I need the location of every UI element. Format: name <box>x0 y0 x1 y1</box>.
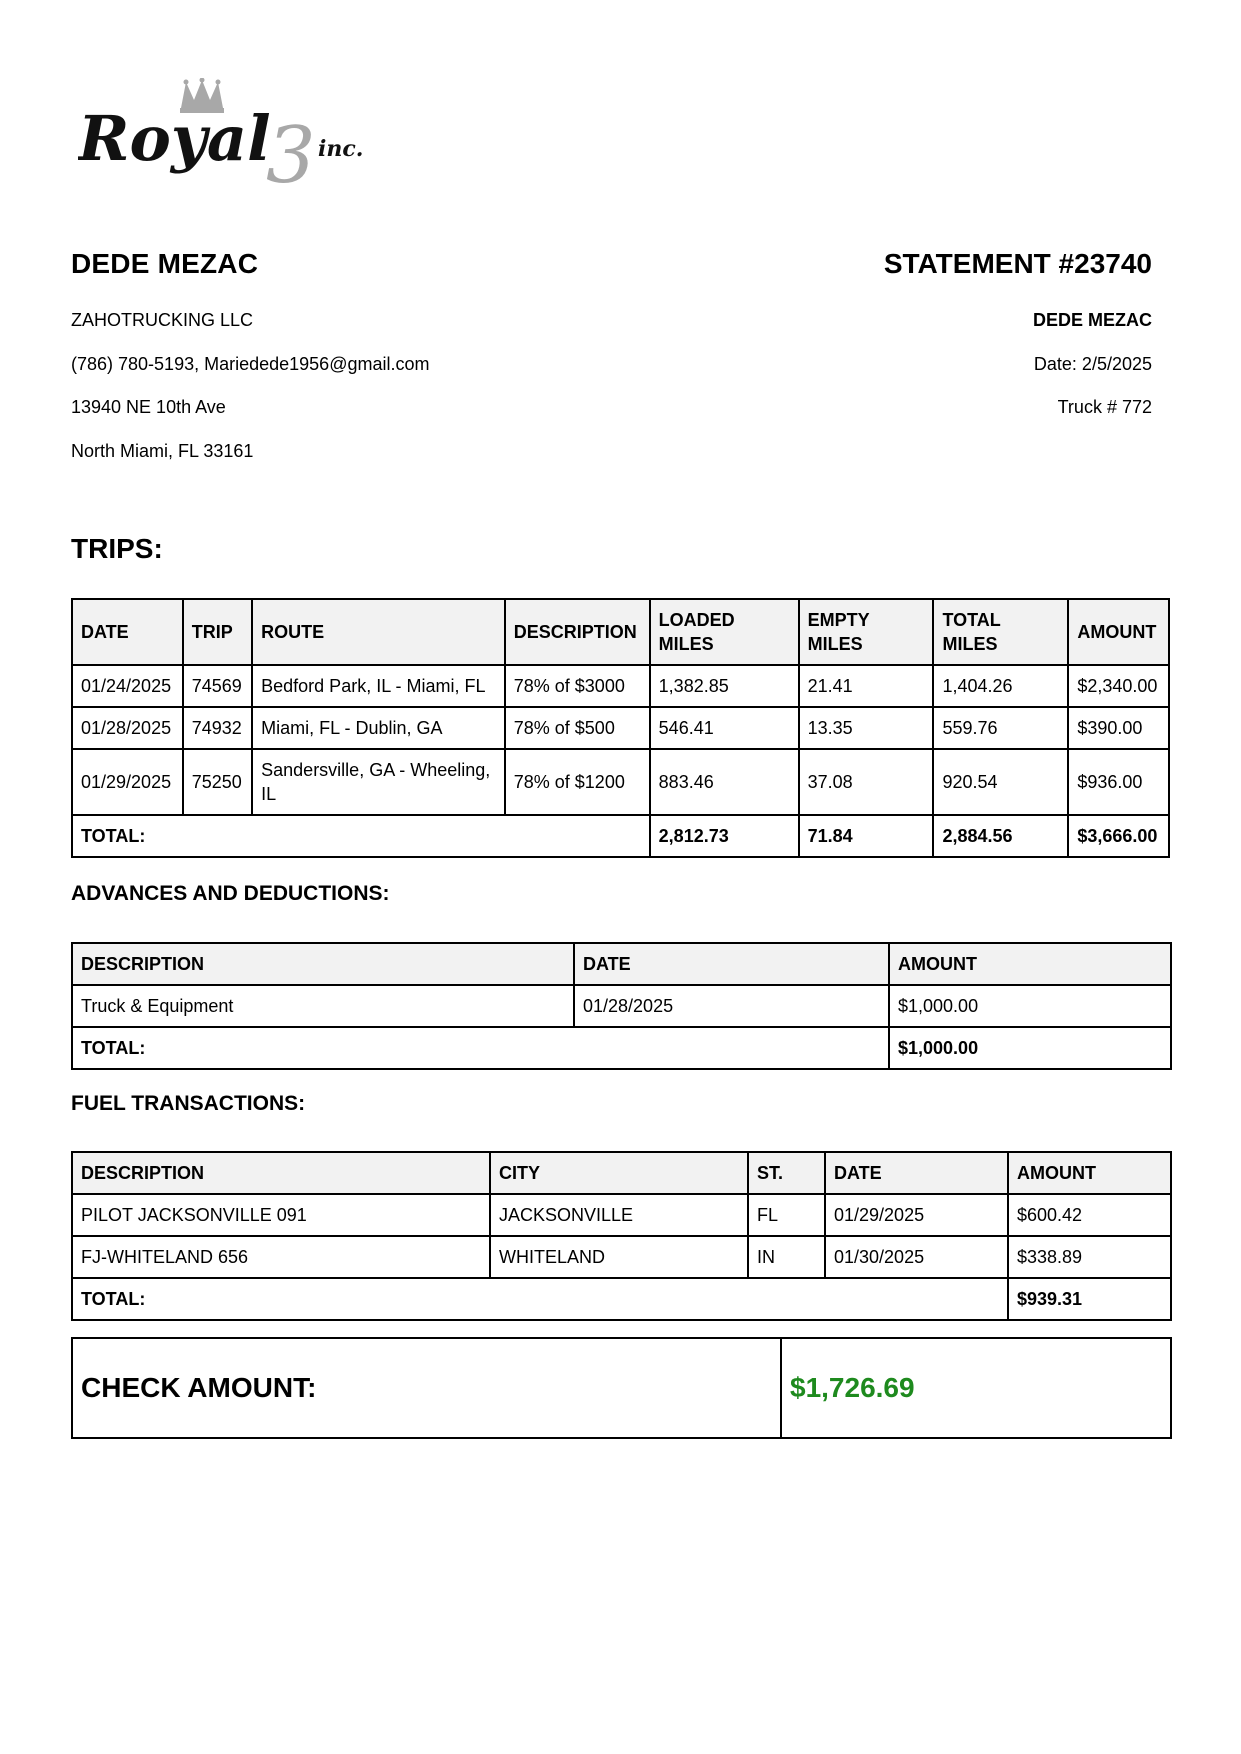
col-date: DATE <box>574 943 889 985</box>
table-header-row <box>72 943 1171 985</box>
col-loaded-miles: LOADED MILES <box>650 599 799 665</box>
col-amount: AMOUNT <box>889 943 1171 985</box>
check-amount-label: CHECK AMOUNT: <box>72 1338 781 1438</box>
advances-table <box>71 942 1172 1070</box>
fuel-table <box>71 1151 1172 1321</box>
cell-date: 01/30/2025 <box>825 1236 1008 1278</box>
total-empty-miles: 71.84 <box>799 815 934 857</box>
logo-numeral: 3 <box>266 111 316 188</box>
advances-total-row <box>72 1027 1171 1069</box>
cell-description: 78% of $3000 <box>505 665 650 707</box>
total-miles: 2,884.56 <box>933 815 1068 857</box>
check-row <box>72 1338 1171 1438</box>
cell-trip: 75250 <box>183 749 252 815</box>
statement-driver-name: DEDE MEZAC <box>1032 310 1152 330</box>
col-date: DATE <box>825 1152 1008 1194</box>
address-line-2: North Miami, FL 33161 <box>71 440 254 461</box>
table-row <box>72 665 1169 707</box>
table-header-row <box>72 599 1169 665</box>
table-row <box>72 749 1169 815</box>
cell-date: 01/24/2025 <box>72 665 183 707</box>
total-amount: $939.31 <box>1008 1278 1171 1320</box>
total-amount: $1,000.00 <box>889 1027 1171 1069</box>
cell-amount: $1,000.00 <box>889 985 1171 1027</box>
cell-trip: 74932 <box>183 707 252 749</box>
cell-empty-miles: 13.35 <box>799 707 934 749</box>
cell-amount: $600.42 <box>1008 1194 1171 1236</box>
fuel-total-row <box>72 1278 1171 1320</box>
cell-loaded-miles: 546.41 <box>650 707 799 749</box>
statement-date: Date: 2/5/2025 <box>1033 353 1152 374</box>
col-description: DESCRIPTION <box>505 599 650 665</box>
cell-date: 01/29/2025 <box>825 1194 1008 1236</box>
royal-crown-logo <box>78 78 388 188</box>
logo-wordmark: Royal <box>78 102 271 175</box>
total-loaded-miles: 2,812.73 <box>650 815 799 857</box>
cell-description: PILOT JACKSONVILLE 091 <box>72 1194 490 1236</box>
cell-empty-miles: 37.08 <box>799 749 934 815</box>
advances-title: ADVANCES AND DEDUCTIONS: <box>71 882 390 905</box>
table-row <box>72 1236 1171 1278</box>
col-trip: TRIP <box>183 599 252 665</box>
total-label: TOTAL: <box>72 815 650 857</box>
cell-city: WHITELAND <box>490 1236 748 1278</box>
cell-trip: 74569 <box>183 665 252 707</box>
cell-route: Miami, FL - Dublin, GA <box>252 707 505 749</box>
col-city: CITY <box>490 1152 748 1194</box>
col-date: DATE <box>72 599 183 665</box>
table-row <box>72 985 1171 1027</box>
cell-city: JACKSONVILLE <box>490 1194 748 1236</box>
contact-line: (786) 780-5193, Mariedede1956@gmail.com <box>71 353 430 374</box>
total-label: TOTAL: <box>72 1027 889 1069</box>
check-amount-value: $1,726.69 <box>781 1338 1171 1438</box>
cell-amount: $338.89 <box>1008 1236 1171 1278</box>
cell-amount: $936.00 <box>1068 749 1169 815</box>
cell-route: Sandersville, GA - Wheeling, IL <box>252 749 505 815</box>
table-row <box>72 1194 1171 1236</box>
address-line-1: 13940 NE 10th Ave <box>71 397 226 417</box>
trips-table <box>71 598 1170 858</box>
col-route: ROUTE <box>252 599 505 665</box>
table-header-row <box>72 1152 1171 1194</box>
cell-amount: $390.00 <box>1068 707 1169 749</box>
cell-date: 01/29/2025 <box>72 749 183 815</box>
total-amount: $3,666.00 <box>1068 815 1169 857</box>
company-logo <box>78 78 388 188</box>
col-state: ST. <box>748 1152 825 1194</box>
check-amount-table <box>71 1337 1172 1439</box>
col-amount: AMOUNT <box>1068 599 1169 665</box>
col-total-miles: TOTAL MILES <box>933 599 1068 665</box>
company-name: ZAHOTRUCKING LLC <box>71 310 254 330</box>
cell-state: IN <box>748 1236 825 1278</box>
cell-total-miles: 920.54 <box>933 749 1068 815</box>
cell-loaded-miles: 883.46 <box>650 749 799 815</box>
cell-description: 78% of $1200 <box>505 749 650 815</box>
cell-description: Truck & Equipment <box>72 985 574 1027</box>
col-empty-miles: EMPTY MILES <box>799 599 934 665</box>
statement-info <box>1033 310 1152 441</box>
fuel-title: FUEL TRANSACTIONS: <box>71 1092 306 1115</box>
statement-number: STATEMENT #23740 <box>883 248 1152 279</box>
cell-empty-miles: 21.41 <box>799 665 934 707</box>
col-description: DESCRIPTION <box>72 1152 490 1194</box>
cell-date: 01/28/2025 <box>574 985 889 1027</box>
trips-total-row <box>72 815 1169 857</box>
driver-info <box>71 310 429 484</box>
cell-state: FL <box>748 1194 825 1236</box>
cell-description: 78% of $500 <box>505 707 650 749</box>
col-amount: AMOUNT <box>1008 1152 1171 1194</box>
cell-amount: $2,340.00 <box>1068 665 1169 707</box>
col-description: DESCRIPTION <box>72 943 574 985</box>
trips-title: TRIPS: <box>71 533 163 564</box>
cell-total-miles: 559.76 <box>933 707 1068 749</box>
cell-date: 01/28/2025 <box>72 707 183 749</box>
cell-loaded-miles: 1,382.85 <box>650 665 799 707</box>
total-label: TOTAL: <box>72 1278 1008 1320</box>
truck-number: Truck # 772 <box>1057 397 1152 417</box>
logo-suffix: inc. <box>318 136 364 162</box>
table-row <box>72 707 1169 749</box>
cell-description: FJ-WHITELAND 656 <box>72 1236 490 1278</box>
driver-name: DEDE MEZAC <box>71 248 259 279</box>
cell-total-miles: 1,404.26 <box>933 665 1068 707</box>
cell-route: Bedford Park, IL - Miami, FL <box>252 665 505 707</box>
